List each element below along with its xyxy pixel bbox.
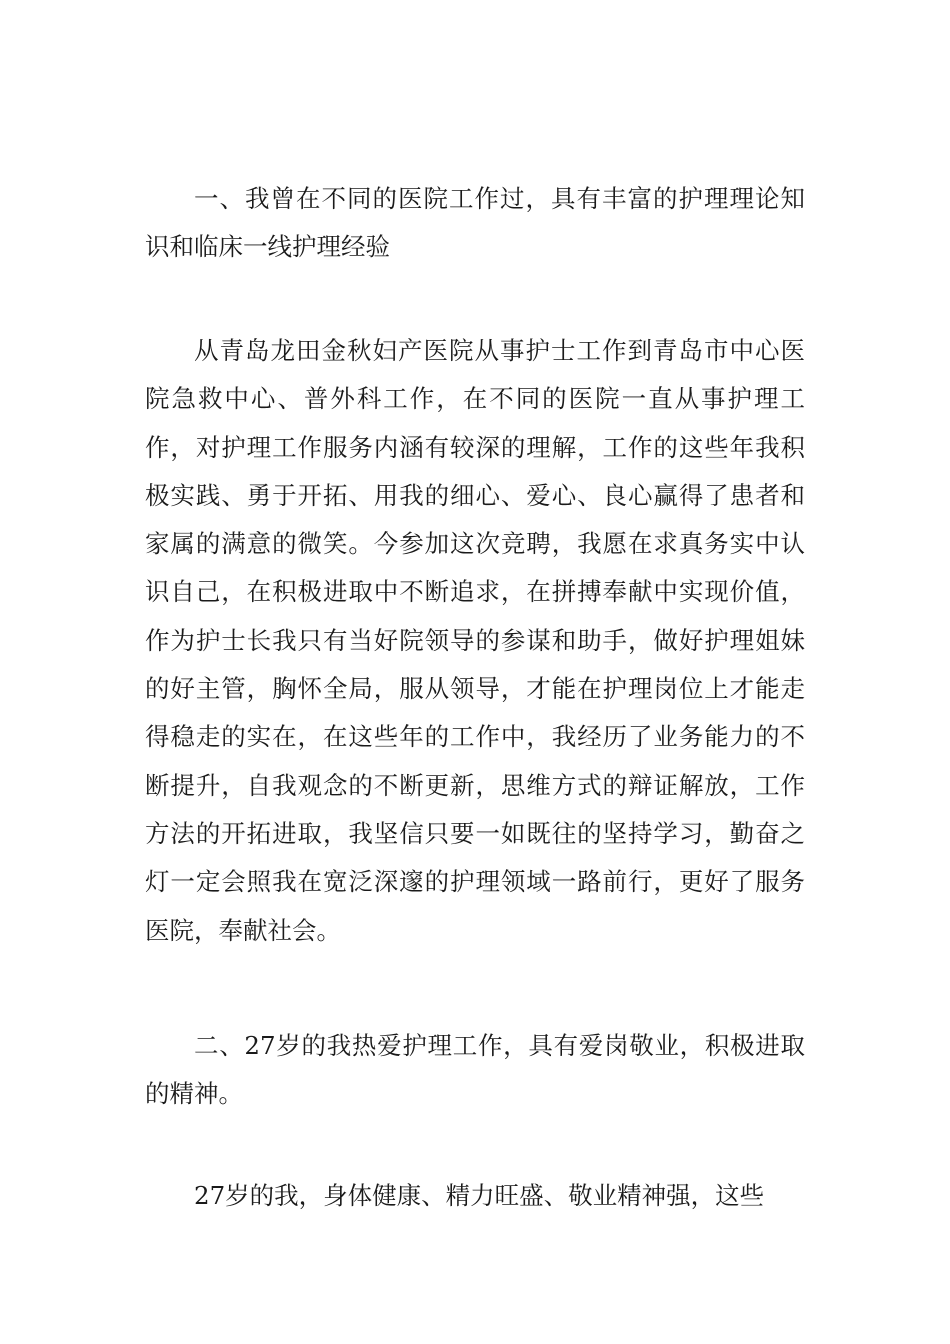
body-paragraph-2: 27岁的我，身体健康、精力旺盛、敬业精神强，这些	[194, 1181, 765, 1210]
section-heading-2: 二、27岁的我热爱护理工作，具有爱岗敬业，积极进取的精神。	[145, 1031, 805, 1109]
section-heading-1: 一、我曾在不同的医院工作过，具有丰富的护理理论知识和临床一线护理经验	[145, 184, 805, 262]
body-paragraph-1: 从青岛龙田金秋妇产医院从事护士工作到青岛市中心医院急救中心、普外科工作，在不同的医院一直从事护理工作，对护理工作服务内涵有较深的理解，工作的这些年我积极实践、勇于开拓、用我的细心、爱心、良心赢得了患者和家属的满意的微笑。今参加这次竞聘，我愿在求真务实中认识自己，在积极进取中不断追求，在拼搏奉献中实现价值，作为护士长我只有当好院领导的参谋和助手，做好护理姐妹的好主管，胸怀全局，服从领导，才能在护理岗位上才能走得稳走的实在，在这些年的工作中，我经历了业务能力的不断提升，自我观念的不断更新，思维方式的辩证解放，工作方法的开拓进取，我坚信只要一如既往的坚持学习，勤奋之灯一定会照我在宽泛深邃的护理领域一路前行，更好了服务医院，奉献社会。	[145, 336, 805, 945]
